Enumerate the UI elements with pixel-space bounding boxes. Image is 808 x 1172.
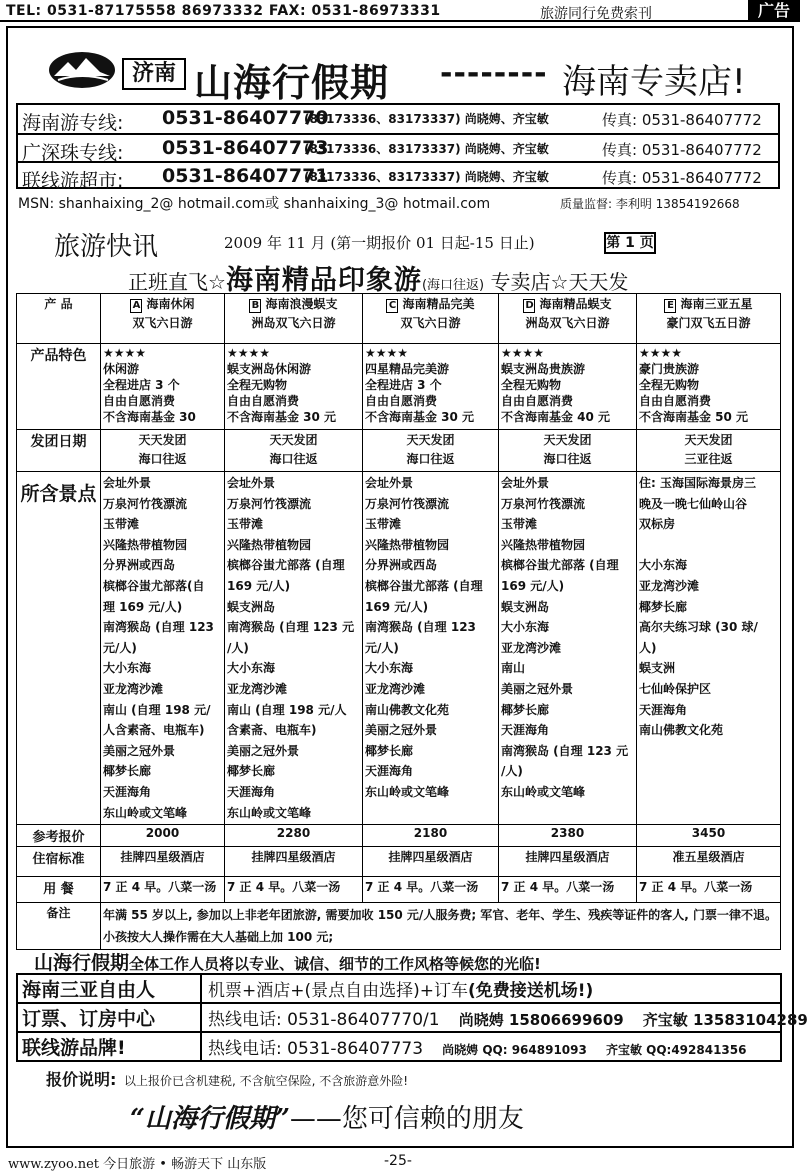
list-item: 天天发团 <box>269 433 318 447</box>
meal-value: 7 正 4 早。八菜一汤 <box>225 877 363 903</box>
spots-cell <box>499 472 637 825</box>
price-note-title: 报价说明: <box>46 1070 117 1089</box>
list-item: 南湾猴岛 (自理 123 元 <box>501 743 629 758</box>
meal-value: 7 正 4 早。八菜一汤 <box>637 877 781 903</box>
list-item: 会址外景 <box>501 476 550 490</box>
row-label-price: 参考报价 <box>17 825 101 847</box>
list-item: 不含海南基金 40 元 <box>501 410 611 424</box>
list-item: 天涯海角 <box>639 702 688 717</box>
page-badge: 第 1 页 <box>604 232 656 254</box>
hotline-extra: (83173336、83173337) 尚晓娉、齐宝敏 <box>304 170 549 184</box>
list-item: 天涯海角 <box>103 784 152 799</box>
service-text: 全体工作人员将以专业、诚信、细节的工作风格等候您的光临! <box>129 955 541 973</box>
list-item: 椰梦长廊 <box>365 743 414 758</box>
hotline-extra: (83173336、83173337) 尚晓娉、齐宝敏 <box>304 112 549 126</box>
features-cell <box>101 344 225 430</box>
table-row <box>17 903 781 950</box>
list-item: 自由自愿消费 <box>365 394 438 408</box>
product-cell: C 海南精品完美 双飞六日游 <box>363 294 499 344</box>
price-value: 2000 <box>101 825 225 847</box>
list-item: 美丽之冠外景 <box>103 743 176 758</box>
list-item: 玉带滩 <box>501 517 538 532</box>
list-item: 南山 <box>501 661 526 676</box>
list-item: /人) <box>501 764 523 779</box>
list-item: 兴隆热带植物园 <box>501 537 586 552</box>
price-note-text: 以上报价已含机建税, 不含航空保险, 不含旅游意外险! <box>124 1074 409 1088</box>
page-number: -25- <box>384 1153 412 1169</box>
hotline-phone[interactable]: 0531-86407770 <box>162 107 329 129</box>
list-item: 自由自愿消费 <box>501 394 574 408</box>
list-item: 南山 (自理 198 元/人 <box>227 702 347 717</box>
hotline-row <box>18 161 778 192</box>
list-item: 蜈支洲岛贵族游 <box>501 362 586 376</box>
row-label-product: 产 品 <box>17 294 101 344</box>
msn-line[interactable]: MSN: shanhaixing_2@ hotmail.com或 shanhaixing_3@ hotmail.com <box>18 196 491 212</box>
price-value: 3450 <box>637 825 781 847</box>
list-item: 兴隆热带植物园 <box>103 537 188 552</box>
features-cell <box>499 344 637 430</box>
list-item: 169 元/人) <box>227 578 291 593</box>
news-title: 旅游快讯 <box>54 232 159 262</box>
list-item: 椰梦长廊 <box>227 764 276 779</box>
list-item: 休闲游 <box>103 362 140 376</box>
table-row <box>17 430 781 472</box>
product-cell: B 海南浪漫蜈支 洲岛双飞六日游 <box>225 294 363 344</box>
list-item: 天涯海角 <box>365 764 414 779</box>
features-cell <box>363 344 499 430</box>
departure-cell <box>225 430 363 472</box>
list-item: 美丽之冠外景 <box>365 723 438 738</box>
list-item: 南湾猴岛 (自理 123 元 <box>227 620 355 635</box>
list-item: 大小东海 <box>639 558 688 573</box>
row-label-hotel: 住宿标准 <box>17 847 101 877</box>
table-row <box>17 877 781 903</box>
trust-brand: “山海行假期” <box>130 1104 290 1134</box>
list-item: 分界洲或西岛 <box>365 558 438 573</box>
contact-right: 机票+酒店+(景点自由选择)+订车(免费接送机场!) <box>201 974 781 1003</box>
list-item: 万泉河竹筏漂流 <box>501 496 586 511</box>
list-item: 天天发团 <box>684 433 733 447</box>
list-item: 豪门贵族游 <box>639 362 700 376</box>
note-text: 年满 55 岁以上, 参加以上非老年团旅游, 需要加收 150 元/人服务费; 军官、老年、学生、残疾等证件的客人, 门票一律不退。小孩按大人操作需在大人基础上加 100 元; <box>101 903 781 950</box>
list-item: 元/人) <box>365 640 399 655</box>
hotline-label: 海南游专线: <box>22 112 124 134</box>
table-row <box>17 294 781 344</box>
product-table <box>16 293 781 950</box>
list-item: 人含素斋、电瓶车) <box>103 723 205 738</box>
list-item: 槟榔谷蚩尤部落 (自理 <box>365 578 483 593</box>
departure-cell <box>363 430 499 472</box>
list-item: 南湾猴岛 (自理 123 <box>103 620 214 635</box>
list-item: 会址外景 <box>103 476 152 490</box>
hotline-extra: (83173336、83173337) 尚晓娉、齐宝敏 <box>304 142 549 156</box>
footer-site[interactable]: www.zyoo.net 今日旅游 • 畅游天下 山东版 <box>8 1157 267 1172</box>
row-label-departure: 发团日期 <box>17 430 101 472</box>
list-item: 亚龙湾沙滩 <box>365 681 426 696</box>
list-item <box>639 535 778 556</box>
list-item: 169 元/人) <box>365 599 429 614</box>
spots-cell <box>637 472 781 825</box>
list-item: 玉带滩 <box>227 517 264 532</box>
spots-cell <box>225 472 363 825</box>
departure-cell <box>101 430 225 472</box>
list-item: 椰梦长廊 <box>103 764 152 779</box>
list-item: 分界洲或西岛 <box>103 558 176 573</box>
list-item: 万泉河竹筏漂流 <box>365 496 450 511</box>
slogan-prefix: 正班直飞☆ <box>128 270 226 294</box>
list-item: 蜈支洲 <box>639 661 676 676</box>
list-item: 双标房 <box>639 517 676 532</box>
list-item: 全程无购物 <box>501 378 562 392</box>
hotel-value: 准五星级酒店 <box>637 847 781 877</box>
list-item: 南山佛教文化苑 <box>639 723 724 738</box>
product-cell: A 海南休闲 双飞六日游 <box>101 294 225 344</box>
hotline-fax: 传真: 0531-86407772 <box>602 111 762 129</box>
brand-dashes: -------- <box>440 56 548 91</box>
list-item: 亚龙湾沙滩 <box>501 640 562 655</box>
list-item: 兴隆热带植物园 <box>227 537 312 552</box>
list-item: 东山岭或文笔峰 <box>227 805 312 820</box>
list-item: 海口往返 <box>269 452 318 466</box>
table-row <box>17 344 781 430</box>
list-item: 东山岭或文笔峰 <box>501 784 586 799</box>
row-label-meal: 用 餐 <box>17 877 101 903</box>
list-item: 会址外景 <box>365 476 414 490</box>
list-item: 东山岭或文笔峰 <box>103 805 188 820</box>
list-item: 亚龙湾沙滩 <box>103 681 164 696</box>
hotel-value: 挂牌四星级酒店 <box>101 847 225 877</box>
table-row <box>17 847 781 877</box>
list-item: 南山佛教文化苑 <box>365 702 450 717</box>
list-item: 全程无购物 <box>227 378 288 392</box>
features-cell <box>637 344 781 430</box>
price-note <box>46 1067 408 1090</box>
list-item: 元/人) <box>103 640 137 655</box>
list-item: 高尔夫练习球 (30 球/ <box>639 620 758 635</box>
list-item: 三亚往返 <box>684 452 733 466</box>
list-item: 天天发团 <box>543 433 592 447</box>
row-label-features: 产品特色 <box>17 344 101 430</box>
hotline-row <box>18 105 778 133</box>
list-item: 住: 玉海国际海景房三 <box>639 476 756 490</box>
hotline-phone[interactable]: 0531-86407771 <box>162 165 329 187</box>
list-item: 蜈支洲岛休闲游 <box>227 362 312 376</box>
departure-cell <box>499 430 637 472</box>
table-row <box>17 1003 781 1032</box>
hotline-fax: 传真: 0531-86407772 <box>602 141 762 159</box>
list-item: 全程进店 3 个 <box>365 378 442 392</box>
list-item: 四星精品完美游 <box>365 362 450 376</box>
list-item: 含素斋、电瓶车) <box>227 723 317 738</box>
list-item: 自由自愿消费 <box>103 394 176 408</box>
service-statement <box>34 948 541 975</box>
list-item: 全程进店 3 个 <box>103 378 180 392</box>
product-cell: E 海南三亚五星 豪门双飞五日游 <box>637 294 781 344</box>
hotel-value: 挂牌四星级酒店 <box>499 847 637 877</box>
list-item: 玉带滩 <box>365 517 402 532</box>
contact-table <box>16 973 808 1062</box>
list-item: 海口往返 <box>138 452 187 466</box>
hotel-value: 挂牌四星级酒店 <box>363 847 499 877</box>
slogan-route: (海口往返) <box>421 278 485 293</box>
price-value: 2280 <box>225 825 363 847</box>
contact-left: 海南三亚自由人 <box>17 974 201 1003</box>
contact-left: 订票、订房中心 <box>17 1003 201 1032</box>
slogan-suffix: 专卖店☆天天发 <box>484 270 629 294</box>
contact-left: 联线游品牌! <box>17 1032 201 1061</box>
free-index-label: 旅游同行免费索刊 <box>540 6 652 22</box>
brand-title: 山海行假期 <box>194 60 390 105</box>
top-bar <box>0 0 800 22</box>
list-item: 兴隆热带植物园 <box>365 537 450 552</box>
list-item: ★★★★ <box>365 346 409 360</box>
list-item: ★★★★ <box>227 346 271 360</box>
hotline-phone[interactable]: 0531-86407773 <box>162 137 329 159</box>
price-period: 2009 年 11 月 (第一期报价 01 日起-15 日止) <box>224 234 535 252</box>
ad-badge: 广告 <box>748 0 800 22</box>
list-item: 天天发团 <box>406 433 455 447</box>
list-item: 椰梦长廊 <box>639 599 688 614</box>
store-title: 海南专卖店! <box>562 62 746 102</box>
table-row <box>17 1032 781 1061</box>
list-item: 南山 (自理 198 元/ <box>103 702 211 717</box>
list-item: 槟榔谷蚩尤部落 (自理 <box>501 558 619 573</box>
list-item: 万泉河竹筏漂流 <box>103 496 188 511</box>
contact-right[interactable]: 热线电话: 0531-86407770/1 尚晓娉 15806699609 齐宝敏 13583104289 <box>201 1003 781 1032</box>
list-item: /人) <box>227 640 249 655</box>
row-label-spots: 所含景点 <box>17 472 101 825</box>
hotline-row <box>18 133 778 164</box>
list-item: 海口往返 <box>543 452 592 466</box>
product-cell: D 海南精品蜈支 洲岛双飞六日游 <box>499 294 637 344</box>
list-item: 天涯海角 <box>227 784 276 799</box>
list-item: 大小东海 <box>103 661 152 676</box>
list-item: 亚龙湾沙滩 <box>227 681 288 696</box>
hotline-label: 联线游超市: <box>22 170 124 192</box>
features-cell <box>225 344 363 430</box>
price-value: 2380 <box>499 825 637 847</box>
trust-text: ——您可信赖的朋友 <box>289 1104 524 1134</box>
city-label: 济南 <box>122 58 186 90</box>
list-item: 大小东海 <box>365 661 414 676</box>
contact-line: TEL: 0531-87175558 86973332 FAX: 0531-86973331 <box>6 3 441 19</box>
list-item: 蜈支洲岛 <box>501 599 550 614</box>
list-item: 不含海南基金 30 元 <box>365 410 475 424</box>
list-item: 不含海南基金 30 <box>103 410 196 424</box>
meal-value: 7 正 4 早。八菜一汤 <box>101 877 225 903</box>
list-item: 全程无购物 <box>639 378 700 392</box>
list-item: 美丽之冠外景 <box>501 681 574 696</box>
list-item: 天涯海角 <box>501 723 550 738</box>
slogan <box>128 258 628 297</box>
list-item: 169 元/人) <box>501 578 565 593</box>
spots-cell <box>363 472 499 825</box>
list-item: 椰梦长廊 <box>501 702 550 717</box>
list-item: 万泉河竹筏漂流 <box>227 496 312 511</box>
list-item: ★★★★ <box>501 346 545 360</box>
meal-value: 7 正 4 早。八菜一汤 <box>499 877 637 903</box>
hotline-box <box>16 103 780 192</box>
hotline-label: 广深珠专线: <box>22 142 124 164</box>
list-item: 槟榔谷蚩尤部落 (自理 <box>227 558 345 573</box>
list-item: 南湾猴岛 (自理 123 <box>365 620 476 635</box>
table-row <box>17 825 781 847</box>
list-item: 蜈支洲岛 <box>227 599 276 614</box>
list-item: 东山岭或文笔峰 <box>365 784 450 799</box>
list-item: 七仙岭保护区 <box>639 681 712 696</box>
departure-cell <box>637 430 781 472</box>
list-item: 理 169 元/人) <box>103 599 183 614</box>
table-row <box>17 472 781 825</box>
row-label-note: 备注 <box>17 903 101 950</box>
list-item: 不含海南基金 50 元 <box>639 410 749 424</box>
service-brand: 山海行假期 <box>34 952 130 974</box>
list-item: 会址外景 <box>227 476 276 490</box>
list-item: 亚龙湾沙滩 <box>639 578 700 593</box>
list-item: 槟榔谷蚩尤部落(自 <box>103 578 205 593</box>
list-item: 大小东海 <box>501 620 550 635</box>
list-item: 天天发团 <box>138 433 187 447</box>
contact-right[interactable]: 热线电话: 0531-86407773 尚晓娉 QQ: 964891093 齐宝敏 QQ:492841356 <box>201 1032 781 1061</box>
trust-slogan <box>130 1098 524 1135</box>
hotline-fax: 传真: 0531-86407772 <box>602 169 762 187</box>
spots-cell <box>101 472 225 825</box>
meal-value: 7 正 4 早。八菜一汤 <box>363 877 499 903</box>
list-item: 自由自愿消费 <box>639 394 712 408</box>
mountain-logo-icon <box>48 50 116 90</box>
list-item: 海口往返 <box>406 452 455 466</box>
list-item: 自由自愿消费 <box>227 394 300 408</box>
slogan-main: 海南精品印象游 <box>225 265 422 296</box>
list-item: 玉带滩 <box>103 517 140 532</box>
quality-supervisor: 质量监督: 李利明 13854192668 <box>560 197 740 211</box>
list-item: 人) <box>639 640 657 655</box>
list-item: ★★★★ <box>103 346 147 360</box>
list-item: 晚及一晚七仙岭山谷 <box>639 496 748 511</box>
list-item: 大小东海 <box>227 661 276 676</box>
list-item: 不含海南基金 30 元 <box>227 410 337 424</box>
price-value: 2180 <box>363 825 499 847</box>
table-row <box>17 974 781 1003</box>
hotel-value: 挂牌四星级酒店 <box>225 847 363 877</box>
list-item: 美丽之冠外景 <box>227 743 300 758</box>
list-item: ★★★★ <box>639 346 683 360</box>
